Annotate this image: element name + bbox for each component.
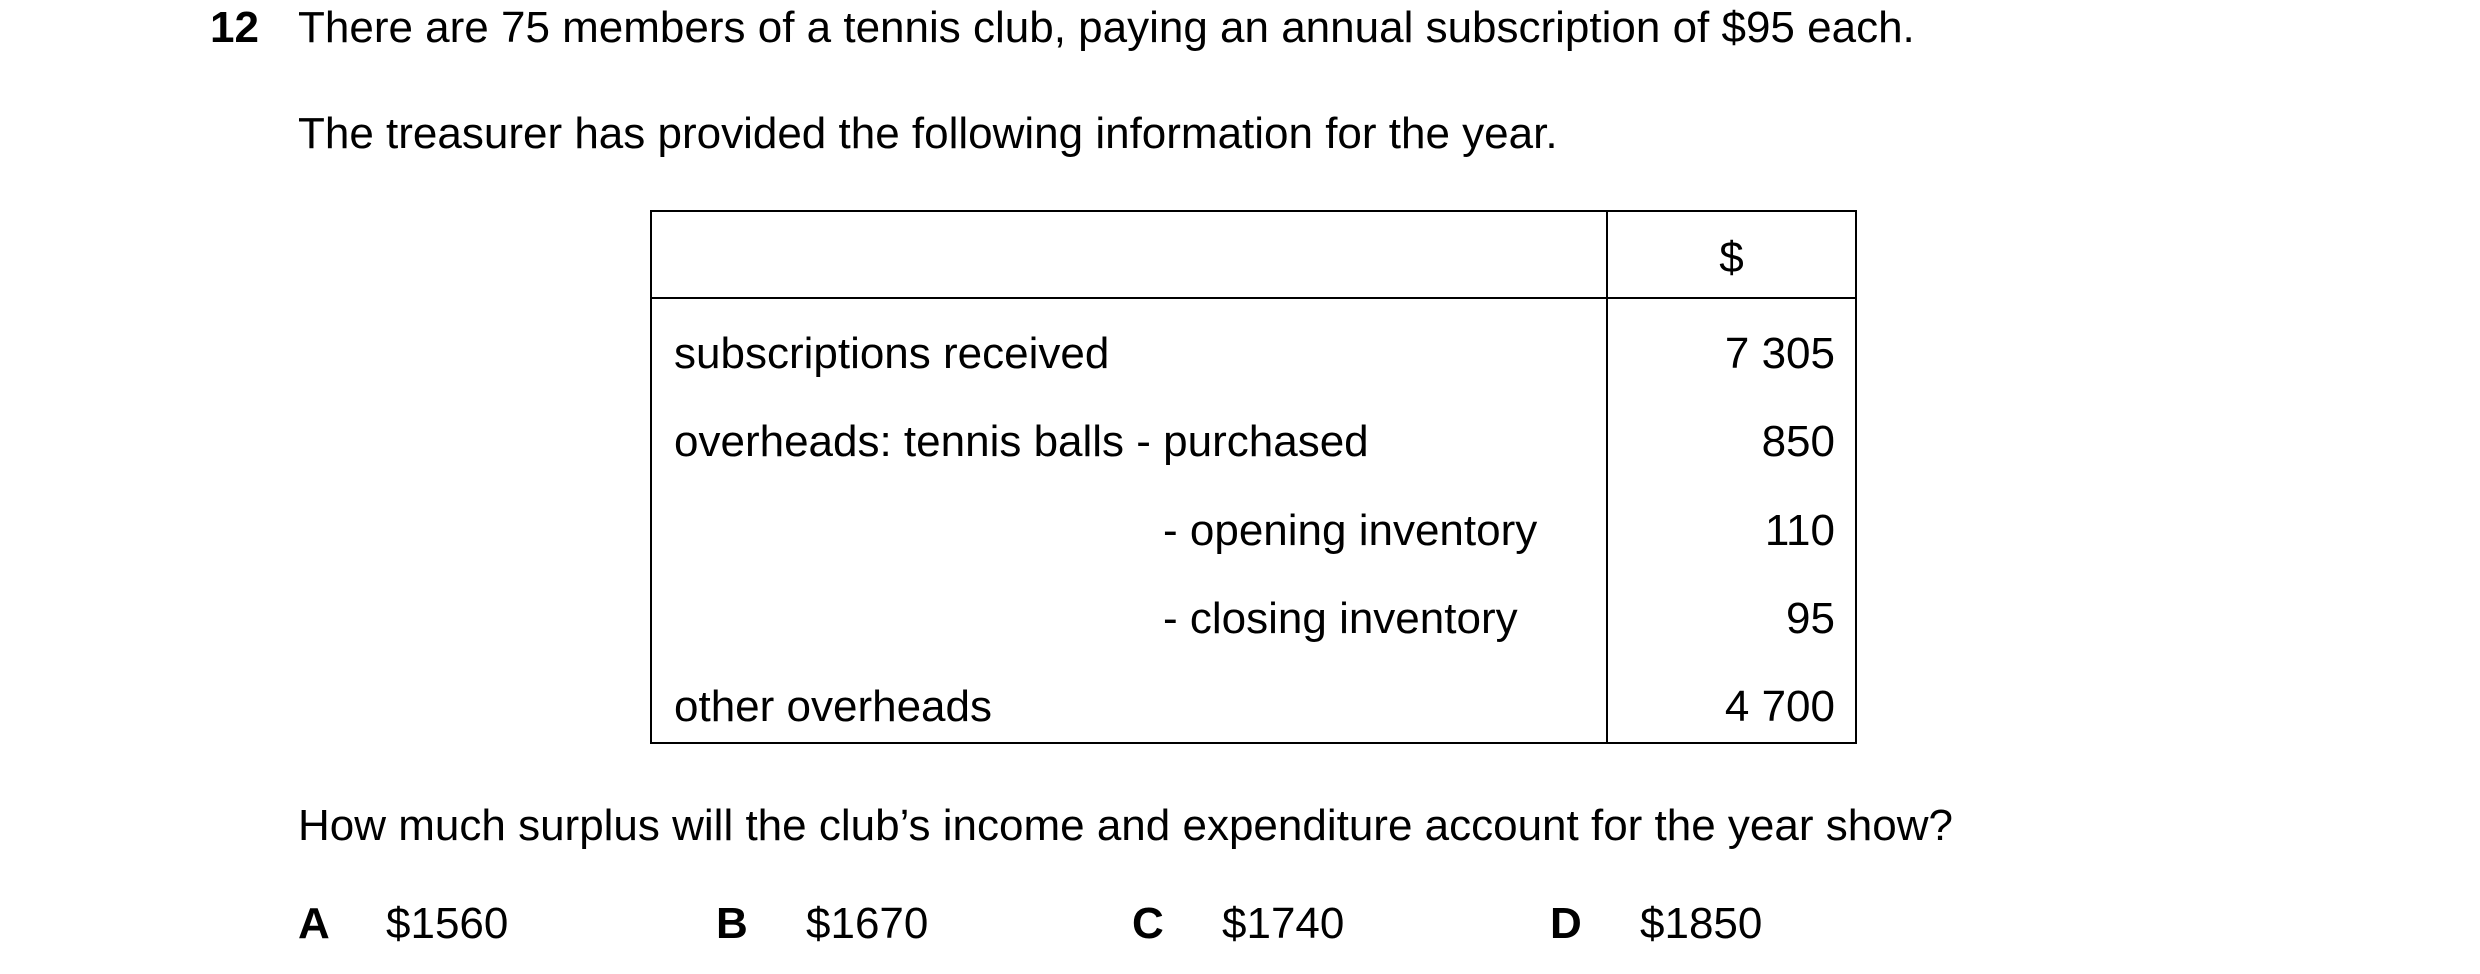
question-prompt: How much surplus will the club’s income and expenditure account for the year show?	[298, 801, 1953, 850]
row-amount-closing-inventory: 95	[1786, 594, 1835, 643]
option-c-letter[interactable]: C	[1132, 899, 1164, 948]
row-amount-other-overheads: 4 700	[1724, 682, 1835, 731]
option-d-letter[interactable]: D	[1550, 899, 1582, 948]
row-label-other-overheads: other overheads	[674, 682, 992, 731]
row-label-tennis-balls-purchased: overheads: tennis balls - purchased	[674, 417, 1369, 466]
amount-column-header: $	[1719, 233, 1744, 282]
row-amount-subscriptions-received: 7 305	[1724, 329, 1835, 378]
option-d-value[interactable]: $1850	[1640, 899, 1763, 948]
row-label-subscriptions-received: subscriptions received	[674, 329, 1110, 378]
answer-options	[0, 896, 2480, 956]
option-c-value[interactable]: $1740	[1222, 899, 1345, 948]
row-amount-opening-inventory: 110	[1764, 506, 1835, 555]
option-a-letter[interactable]: A	[298, 899, 330, 948]
question-stem: There are 75 members of a tennis club, paying an annual subscription of $95 each.	[298, 3, 1915, 52]
option-a-value[interactable]: $1560	[386, 899, 509, 948]
row-amount-tennis-balls-purchased: 850	[1761, 417, 1835, 466]
row-label-opening-inventory: - opening inventory	[1163, 506, 1538, 555]
option-b-value[interactable]: $1670	[806, 899, 929, 948]
option-b-letter[interactable]: B	[716, 899, 748, 948]
question-intro: The treasurer has provided the following information for the year.	[298, 109, 1558, 158]
treasurer-information-table	[650, 210, 1857, 744]
table-header-divider	[652, 297, 1855, 299]
question-number: 12	[210, 3, 259, 52]
table-column-divider	[1606, 212, 1608, 742]
row-label-closing-inventory: - closing inventory	[1163, 594, 1518, 643]
